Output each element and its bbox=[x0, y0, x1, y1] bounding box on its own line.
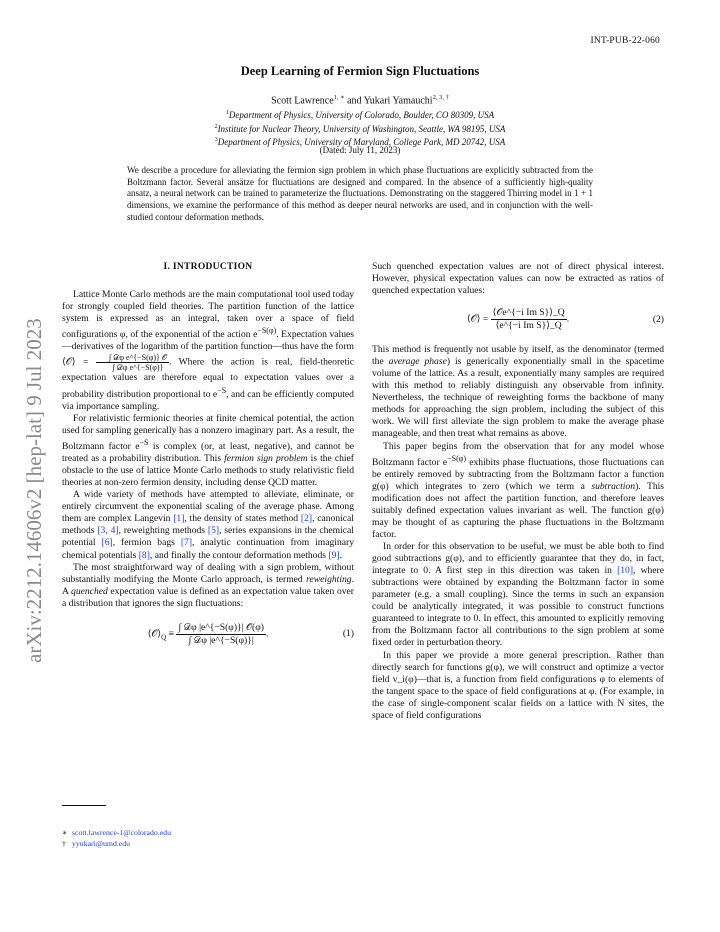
paragraph: This paper begins from the observation that for any model whose Boltzmann factor $e^{-S(\varphi)}$ exhibits phase fluctuations, those fluctuations can be entirely removed by subtracting from the Boltzmann factor a function g(φ) which integrates to zero (which we term a subtraction). This modification does not affect the partition function, and therefore leaves suitably defined expectation values invariant as well. The function g(φ) may be thought of as capturing the phase fluctuations in the Boltzmann factor. bbox=[372, 440, 665, 541]
email-link[interactable]: scott.lawrence-1@colorado.edu bbox=[72, 828, 171, 837]
paragraph: Such quenched expectation values are not of direct physical interest. However, physical expectation values can now be extracted as ratios of quenched expectation values: bbox=[372, 261, 664, 297]
author-connector: and bbox=[347, 95, 362, 107]
citation-link[interactable]: [7] bbox=[180, 537, 193, 549]
report-number: INT-PUB-22-060 bbox=[590, 36, 660, 46]
citation-link[interactable]: [5] bbox=[207, 525, 220, 537]
date-line: (Dated: July 11, 2023) bbox=[319, 145, 401, 155]
paper-title: Deep Learning of Fermion Sign Fluctuations bbox=[240, 64, 480, 78]
author-name: Scott Lawrence bbox=[271, 95, 334, 107]
author-name: Yukari Yamauchi bbox=[363, 95, 433, 107]
footnotes bbox=[62, 827, 171, 849]
citation-link[interactable]: [1] bbox=[173, 513, 185, 525]
citation-link[interactable]: [2] bbox=[300, 513, 313, 525]
affiliation-line: $^3$Department of Physics, University of Maryland, College Park, MD 20742, USA bbox=[214, 137, 506, 147]
footnote: ∗ scott.lawrence-1@colorado.edu bbox=[62, 828, 171, 837]
citation-link[interactable]: [3, 4] bbox=[97, 525, 119, 537]
footnote: † yyukari@umd.edu bbox=[62, 839, 131, 848]
citation-link[interactable]: [9] bbox=[328, 549, 340, 561]
equation-number: (1) bbox=[342, 628, 354, 640]
paragraph: In order for this observation to be useful, we must be able both to find good subtractions g(φ), and to efficiently guarantee that they do, in fact, integrate to 0. A first step in this direction was taken in [10], where subtractions were obtained by expanding the Boltzmann factor in some parameter (e.g. a small coupling). Since the terms in such an expansion could be analytically integrated, it was possible to construct functions guaranteed to integrate to 0. In effect, this amounted to explicitly removing from the Boltzmann factor all contributions to the sign problem at some fixed order in perturbation theory. bbox=[372, 541, 665, 649]
paragraph: This method is frequently not usable by itself, as the denominator (termed the average phase) is generically exponentially small in the spacetime volume of the lattice. As a result, exponentially many samples are required with this method to reliably distinguish any observable from infinity. Nevertheless, the technique of reweighting forms the backbone of many methods for approaching the sign problem, including the subject of this work. We will first alleviate the sign problem to make the average phase manageable, and then treat what remains as above. bbox=[372, 344, 664, 440]
equation-number: (2) bbox=[652, 313, 664, 325]
author-superscript: 2, 3, † bbox=[432, 94, 449, 101]
author-superscript: 1, ∗ bbox=[333, 94, 345, 101]
right-column bbox=[372, 261, 664, 722]
equation-2: ⟨𝒪⟩ = $\frac{\text{⟨𝒪e\textasciicircum{}\{−i Im S\}⟩\_Q}}{\text{⟨e\textasciicircum{}\{−i Im S\}⟩\_Q}}$ . (2) bbox=[466, 307, 664, 332]
abstract: We describe a procedure for alleviating the fermion sign problem in which phase fluctuations are explicitly subtracted from the Boltzmann factor. Several ansätze for fluctuations are designed and compared. In the absence of a sufficiently high-quality ansatz, a neural network can be trained to parameterize the fluctuations. Demonstrating on the staggered Thirring model in 1 + 1 dimensions, we examine the performance of this method as deeper neural networks are used, and in conjunction with the well-studied contour deformation methods. bbox=[127, 165, 593, 222]
paragraph: Lattice Monte Carlo methods are the main computational tool used today for strongly coupled field theories. The partition function of the lattice system is expressed as an integral, taken over a space of field configurations φ, of the exponential of the action $e^{-S(\varphi)}$. Expectation values—derivatives of the logarithm of the partition function—thus have the form ⟨𝒪⟩ = $\frac{\text{∫ 𝒟φ e\textasciicircum{}\{−S(φ)\} 𝒪}}{\text{∫ 𝒟φ e\textasciicircum{}\{−S(φ)\}}}$ . Where the action is real, field-theoretic expectation values are therefore equal to expectation values over a probability distribution proportional to $e^{-S}$, and can be efficiently computed via importance sampling. bbox=[62, 289, 355, 412]
paragraph: The most straightforward way of dealing with a sign problem, without substantially modifying the Monte Carlo approach, is termed reweighting. A quenched expectation value is defined as an expectation value taken over a distribution that ignores the sign fluctuations: bbox=[62, 561, 354, 609]
arxiv-identifier-stamp: arXiv:2212.14606v2 [hep-lat] 9 Jul 2023 bbox=[22, 318, 46, 663]
left-column bbox=[62, 261, 354, 654]
paragraph: For relativistic fermionic theories at finite chemical potential, the action used for sampling generically has a nonzero imaginary part. As a result, the Boltzmann factor $e^{-S}$ is complex (or, at least, negative), and cannot be treated as a probability distribution. This fermion sign problem is the chief obstacle to the use of lattice Monte Carlo methods to study relativistic field theories at non-zero fermion density, including dense QCD matter. bbox=[62, 412, 354, 489]
section-heading: I. INTRODUCTION bbox=[163, 262, 253, 272]
author-line bbox=[0, 93, 720, 106]
citation-link[interactable]: [6] bbox=[101, 537, 113, 549]
affiliations bbox=[0, 108, 720, 149]
email-link[interactable]: yyukari@umd.edu bbox=[72, 839, 131, 848]
affiliation-line: $^1$Department of Physics, University of Colorado, Boulder, CO 80309, USA bbox=[225, 110, 495, 120]
citation-link[interactable]: [10] bbox=[617, 565, 634, 577]
equation-1: $⟨𝒪⟩_Q$ ≡ $\frac{\text{∫ 𝒟φ |e\textasciicircum{}\{−S(φ)\}| 𝒪(φ)}}{\text{∫ 𝒟φ |e\textasciicircum{}\{−S(φ)\}|}}$ . (1) bbox=[147, 621, 354, 646]
footnote-divider bbox=[62, 805, 106, 806]
citation-link[interactable]: [8] bbox=[138, 549, 150, 561]
inline-fraction: $\frac{\text{∫ 𝒟φ e\textasciicircum{}\{−S(φ)\} 𝒪}}{\text{∫ 𝒟φ e\textasciicircum{}\{−S(φ)\}}}$ bbox=[96, 353, 169, 372]
paragraph: In this paper we provide a more general prescription. Rather than directly search for functions g(φ), we will construct and optimize a vector field v_i(φ)—that is, a function from field configurations φ to elements of the tangent space to the space of field configurations at φ. (For example, in the case of single-component scalar fields on a lattice with N sites, the space of field configurations bbox=[372, 649, 664, 721]
affiliation-line: $^2$Institute for Nuclear Theory, University of Washington, Seattle, WA 98195, USA bbox=[214, 123, 506, 134]
paragraph: A wide variety of methods have attempted to alleviate, eliminate, or entirely circumvent the exponential scaling of the average phase. Among them are complex Langevin [1], the density of states method [2], canonical methods [3, 4], reweighting methods [5], series expansions in the chemical potential [6], fermion bags [7], analytic continuation from imaginary chemical potentials [8], and finally the contour deformation methods [9]. bbox=[62, 489, 354, 561]
